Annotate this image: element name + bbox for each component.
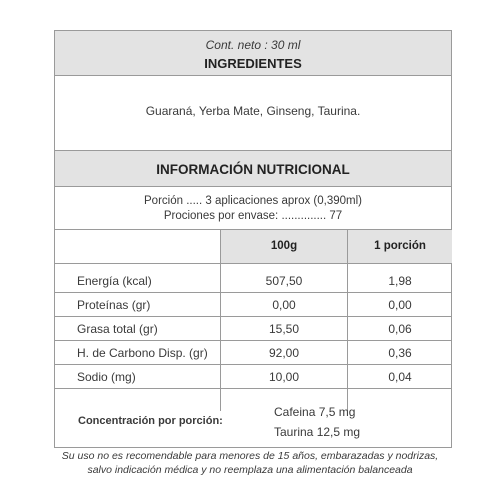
serving-size: Porción ..... 3 aplicaciones aprox (0,390ml) <box>144 195 362 207</box>
row-label-energy: Energía (kcal) <box>77 274 152 288</box>
carbs-per-serving: 0,36 <box>388 346 412 360</box>
column-header-serving: 1 porción <box>374 240 426 252</box>
header-band <box>55 31 451 75</box>
divider <box>55 263 451 264</box>
protein-per-serving: 0,00 <box>388 298 412 312</box>
disclaimer-line-1: Su uso no es recomendable para menores de 15 años, embarazadas y nodrizas, <box>61 450 439 462</box>
servings-per-container: Prociones por envase: .............. 77 <box>163 210 343 222</box>
divider <box>55 75 451 76</box>
row-label-protein: Proteínas (gr) <box>77 298 151 312</box>
row-label-carbs: H. de Carbono Disp. (gr) <box>77 346 208 360</box>
ingredients-title: INGREDIENTES <box>204 56 302 71</box>
divider <box>55 186 451 187</box>
nutrition-title: INFORMACIÓN NUTRICIONAL <box>156 162 350 177</box>
row-label-sodium: Sodio (mg) <box>77 370 136 384</box>
disclaimer-line-2: salvo indicación médica y no reemplaza una alimentación balanceada <box>87 464 413 476</box>
energy-per-100g: 507,50 <box>265 274 303 288</box>
row-divider <box>55 364 451 365</box>
concentration-label: Concentración por porción: <box>78 415 223 427</box>
fat-per-100g: 15,50 <box>268 322 300 336</box>
row-divider <box>55 292 451 293</box>
concentration-taurine: Taurina 12,5 mg <box>274 425 361 439</box>
row-divider <box>55 316 451 317</box>
sodium-per-100g: 10,00 <box>268 370 300 384</box>
protein-per-100g: 0,00 <box>272 298 296 312</box>
carbs-per-100g: 92,00 <box>268 346 300 360</box>
ingredients-list: Guaraná, Yerba Mate, Ginseng, Taurina. <box>145 104 361 118</box>
column-header-100g: 100g <box>270 240 298 252</box>
concentration-caffeine: Cafeina 7,5 mg <box>274 405 356 419</box>
sodium-per-serving: 0,04 <box>388 370 412 384</box>
net-content: Cont. neto : 30 ml <box>205 38 301 52</box>
row-divider <box>55 340 451 341</box>
fat-per-serving: 0,06 <box>388 322 412 336</box>
row-divider <box>55 388 451 389</box>
row-label-fat: Grasa total (gr) <box>77 322 158 336</box>
nutrition-label <box>54 30 452 448</box>
energy-per-serving: 1,98 <box>388 274 412 288</box>
